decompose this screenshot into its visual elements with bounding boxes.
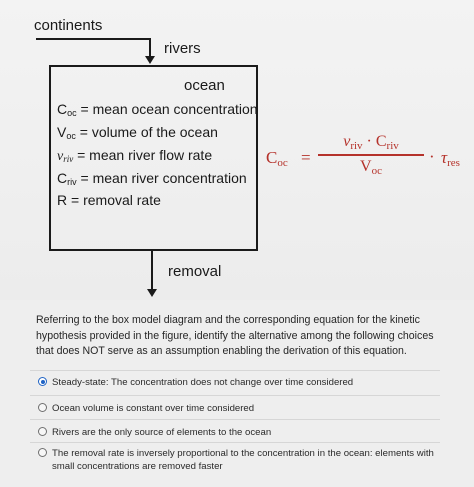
removal-flow-line (151, 249, 153, 291)
equation-v-symbol: v (343, 133, 351, 150)
definition-subscript: riv (63, 154, 74, 164)
rivers-flow-line-vertical (149, 38, 151, 58)
equation-fraction (318, 133, 424, 177)
removal-arrow-icon (147, 289, 157, 297)
equation-v-subscript: riv (350, 140, 363, 152)
definition-text: = mean river concentration (76, 170, 247, 186)
definition-text: = mean ocean concentration (76, 101, 258, 117)
definition-r (57, 192, 161, 208)
equation-den-symbol: V (360, 157, 372, 175)
definition-symbol: C (57, 170, 68, 186)
ocean-label: ocean (184, 77, 225, 94)
equation-lhs-symbol: C (266, 148, 278, 167)
equation-den-subscript: oc (371, 164, 382, 177)
equation-tau-symbol: τ (441, 148, 448, 167)
definition-symbol: V (57, 124, 67, 140)
equation-equals: = (301, 148, 311, 167)
definition-subscript: riv (67, 177, 77, 187)
equation-numerator (318, 133, 424, 152)
definition-symbol: v (57, 149, 64, 164)
radio-unselected-icon[interactable] (38, 403, 47, 412)
question-prompt: Referring to the box model diagram and the corresponding equation for the kinetic hypothesis provided in the figure, identify the alternative among the following choices that does NOT serve as an assumption enabling the derivation of this equation. (36, 314, 434, 358)
answer-option-label[interactable]: Rivers are the only source of elements to the ocean (52, 427, 272, 438)
option-divider (30, 419, 440, 420)
equation-lhs-subscript: oc (277, 157, 288, 169)
continents-label: continents (34, 17, 103, 34)
definition-vriv (57, 147, 212, 165)
question-panel (0, 300, 474, 487)
definition-coc (57, 101, 258, 118)
option-divider (30, 395, 440, 396)
equation-c-symbol: C (375, 133, 387, 150)
definition-subscript: oc (67, 108, 77, 118)
answer-option-label[interactable]: The removal rate is inversely proportional to the concentration in the ocean: elements with small concentrations are removed faster (52, 448, 434, 472)
answer-option-label[interactable]: Steady-state: The concentration does not change over time considered (52, 377, 354, 388)
rivers-label: rivers (164, 40, 201, 57)
answer-option-label[interactable]: Ocean volume is constant over time considered (52, 403, 255, 414)
option-divider (30, 370, 440, 371)
radio-unselected-icon[interactable] (38, 448, 47, 457)
radio-unselected-icon[interactable] (38, 427, 47, 436)
rivers-arrow-icon (145, 56, 155, 64)
option-divider (30, 442, 440, 443)
rivers-flow-line (36, 38, 151, 40)
equation-multiply-dot: · (429, 147, 435, 166)
equation-denominator (318, 158, 424, 177)
definition-text: = volume of the ocean (75, 124, 218, 140)
definition-text: = removal rate (67, 192, 161, 208)
equation-lhs (266, 148, 288, 169)
equation-multiply-dot: · (362, 133, 376, 150)
removal-label: removal (168, 263, 222, 280)
definition-symbol: R (57, 192, 68, 208)
equation-c-subscript: riv (386, 140, 399, 152)
definition-criv (57, 170, 247, 187)
definition-subscript: oc (66, 131, 76, 141)
radio-selected-icon[interactable] (38, 377, 47, 386)
equation-tau-subscript: res (447, 157, 460, 169)
equation-tau (441, 148, 460, 169)
equation-fraction-bar (318, 154, 424, 156)
definition-symbol: C (57, 101, 68, 117)
definition-voc (57, 124, 218, 141)
definition-text: = mean river flow rate (73, 147, 213, 163)
